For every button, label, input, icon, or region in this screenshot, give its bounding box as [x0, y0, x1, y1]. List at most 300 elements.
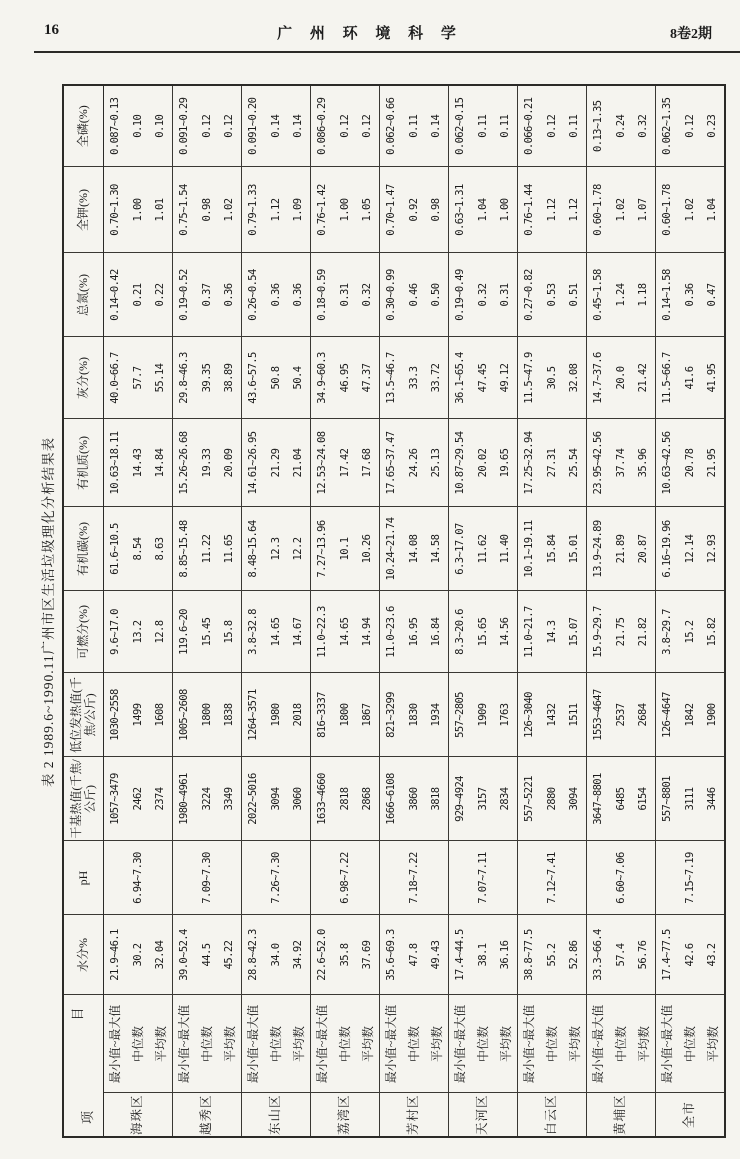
value-cell: 15.26~26.68 — [172, 419, 195, 507]
stat-label-cell: 平均数 — [701, 995, 725, 1093]
value-cell: 2868 — [356, 757, 379, 841]
value-cell: 2880 — [540, 757, 563, 841]
value-cell: 38.1 — [471, 915, 494, 995]
value-cell: 21.75 — [609, 591, 632, 673]
value-cell: 21.82 — [632, 591, 655, 673]
value-cell: 0.30~0.99 — [379, 253, 402, 337]
value-cell: 821~3299 — [379, 673, 402, 757]
value-cell: 1.02 — [678, 167, 701, 253]
value-cell: 16.84 — [425, 591, 448, 673]
value-cell: 1.07 — [632, 167, 655, 253]
value-cell: 11.0~21.7 — [517, 591, 540, 673]
value-cell: 1.12 — [540, 167, 563, 253]
stat-label-cell: 中位数 — [540, 995, 563, 1093]
value-cell: 1.12 — [264, 167, 287, 253]
value-cell: 14.56 — [494, 591, 517, 673]
value-cell: 1511 — [563, 673, 586, 757]
column-header: pH — [63, 841, 103, 915]
value-cell: 1.05 — [356, 167, 379, 253]
value-cell: 12.2 — [287, 507, 310, 591]
value-cell: 0.79~1.33 — [241, 167, 264, 253]
value-cell: 21.42 — [632, 337, 655, 419]
value-cell: 2018 — [287, 673, 310, 757]
value-cell: 0.24 — [609, 85, 632, 167]
analysis-table — [62, 84, 726, 1138]
stat-label-cell: 最小值~最大值 — [103, 995, 126, 1093]
ph-cell: 7.18~7.22 — [379, 841, 448, 915]
stat-label-cell: 中位数 — [471, 995, 494, 1093]
value-cell: 0.091~0.29 — [172, 85, 195, 167]
value-cell: 0.10 — [126, 85, 149, 167]
value-cell: 2462 — [126, 757, 149, 841]
value-cell: 32.08 — [563, 337, 586, 419]
value-cell: 11.5~66.7 — [655, 337, 678, 419]
value-cell: 0.062~0.15 — [448, 85, 471, 167]
value-cell: 1980~4961 — [172, 757, 195, 841]
value-cell: 39.35 — [195, 337, 218, 419]
value-cell: 0.46 — [402, 253, 425, 337]
value-cell: 1909 — [471, 673, 494, 757]
stat-label-cell: 平均数 — [356, 995, 379, 1093]
table-row — [172, 85, 195, 1137]
column-header: 总氮(%) — [63, 253, 103, 337]
value-cell: 1.00 — [333, 167, 356, 253]
value-cell: 35.6~69.3 — [379, 915, 402, 995]
value-cell: 15.2 — [678, 591, 701, 673]
value-cell: 929~4924 — [448, 757, 471, 841]
value-cell: 41.95 — [701, 337, 725, 419]
district-cell: 天河区 — [448, 1093, 517, 1137]
column-header: 水分% — [63, 915, 103, 995]
value-cell: 50.4 — [287, 337, 310, 419]
value-cell: 12.93 — [701, 507, 725, 591]
value-cell: 12.53~24.08 — [310, 419, 333, 507]
value-cell: 0.76~1.42 — [310, 167, 333, 253]
value-cell: 14.65 — [333, 591, 356, 673]
value-cell: 0.31 — [494, 253, 517, 337]
ph-cell: 7.07~7.11 — [448, 841, 517, 915]
stat-label-cell: 中位数 — [264, 995, 287, 1093]
value-cell: 3157 — [471, 757, 494, 841]
table-row — [471, 85, 494, 1137]
value-cell: 61.6~10.5 — [103, 507, 126, 591]
stat-label-cell: 平均数 — [149, 995, 172, 1093]
issue-label: 8卷2期 — [670, 27, 712, 42]
value-cell: 14.7~37.6 — [586, 337, 609, 419]
value-cell: 14.67 — [287, 591, 310, 673]
value-cell: 15.65 — [471, 591, 494, 673]
value-cell: 17.4~44.5 — [448, 915, 471, 995]
value-cell: 24.26 — [402, 419, 425, 507]
value-cell: 6.3~17.07 — [448, 507, 471, 591]
value-cell: 25.54 — [563, 419, 586, 507]
value-cell: 0.11 — [402, 85, 425, 167]
value-cell: 44.5 — [195, 915, 218, 995]
value-cell: 36.1~65.4 — [448, 337, 471, 419]
value-cell: 0.21 — [126, 253, 149, 337]
column-header: 低位发热值(千焦/公斤) — [63, 673, 103, 757]
value-cell: 0.14 — [264, 85, 287, 167]
value-cell: 14.65 — [264, 591, 287, 673]
value-cell: 0.45~1.58 — [586, 253, 609, 337]
value-cell: 0.19~0.52 — [172, 253, 195, 337]
value-cell: 11.22 — [195, 507, 218, 591]
value-cell: 34.0 — [264, 915, 287, 995]
value-cell: 1.00 — [126, 167, 149, 253]
value-cell: 1800 — [333, 673, 356, 757]
stat-label-cell: 中位数 — [678, 995, 701, 1093]
table-row — [655, 85, 678, 1137]
table-row — [701, 85, 725, 1137]
value-cell: 14.84 — [149, 419, 172, 507]
value-cell: 47.37 — [356, 337, 379, 419]
value-cell: 0.14 — [287, 85, 310, 167]
value-cell: 1666~6108 — [379, 757, 402, 841]
value-cell: 13.9~24.89 — [586, 507, 609, 591]
value-cell: 1499 — [126, 673, 149, 757]
value-cell: 2818 — [333, 757, 356, 841]
table-title: 表 2 1989.6~1990.11广州市区生活垃圾理化分析结果表 — [41, 436, 56, 788]
value-cell: 1633~4660 — [310, 757, 333, 841]
value-cell: 17.25~32.94 — [517, 419, 540, 507]
value-cell: 8.85~15.48 — [172, 507, 195, 591]
value-cell: 10.26 — [356, 507, 379, 591]
value-cell: 3094 — [563, 757, 586, 841]
value-cell: 0.53 — [540, 253, 563, 337]
value-cell: 2834 — [494, 757, 517, 841]
stat-label-cell: 中位数 — [333, 995, 356, 1093]
district-cell: 芳村区 — [379, 1093, 448, 1137]
value-cell: 12.3 — [264, 507, 287, 591]
table-row — [517, 85, 540, 1137]
value-cell: 0.12 — [678, 85, 701, 167]
table-row — [586, 85, 609, 1137]
district-cell: 海珠区 — [103, 1093, 172, 1137]
table-row — [103, 85, 126, 1137]
value-cell: 11.40 — [494, 507, 517, 591]
value-cell: 0.12 — [218, 85, 241, 167]
value-cell: 8.48~15.64 — [241, 507, 264, 591]
value-cell: 12.8 — [149, 591, 172, 673]
value-cell: 1.18 — [632, 253, 655, 337]
value-cell: 20.87 — [632, 507, 655, 591]
value-cell: 39.0~52.4 — [172, 915, 195, 995]
value-cell: 21.29 — [264, 419, 287, 507]
value-cell: 33.3~66.4 — [586, 915, 609, 995]
value-cell: 35.96 — [632, 419, 655, 507]
value-cell: 50.8 — [264, 337, 287, 419]
value-cell: 0.76~1.44 — [517, 167, 540, 253]
value-cell: 119.6~20 — [172, 591, 195, 673]
stat-label-cell: 中位数 — [609, 995, 632, 1093]
value-cell: 1980 — [264, 673, 287, 757]
table-row — [287, 85, 310, 1137]
value-cell: 0.10 — [149, 85, 172, 167]
value-cell: 15.01 — [563, 507, 586, 591]
value-cell: 15.9~29.7 — [586, 591, 609, 673]
value-cell: 0.26~0.54 — [241, 253, 264, 337]
value-cell: 49.12 — [494, 337, 517, 419]
value-cell: 20.0 — [609, 337, 632, 419]
value-cell: 0.98 — [195, 167, 218, 253]
value-cell: 1432 — [540, 673, 563, 757]
value-cell: 3860 — [402, 757, 425, 841]
value-cell: 3.8~32.8 — [241, 591, 264, 673]
value-cell: 3094 — [264, 757, 287, 841]
value-cell: 2022~5016 — [241, 757, 264, 841]
table-row — [540, 85, 563, 1137]
value-cell: 15.84 — [540, 507, 563, 591]
value-cell: 11.5~47.9 — [517, 337, 540, 419]
stat-label-cell: 平均数 — [563, 995, 586, 1093]
value-cell: 1.04 — [701, 167, 725, 253]
column-header: 有机质(%) — [63, 419, 103, 507]
value-cell: 15.82 — [701, 591, 725, 673]
table-row — [218, 85, 241, 1137]
corner-word-item: 项 — [80, 1110, 96, 1124]
value-cell: 19.33 — [195, 419, 218, 507]
table-row — [195, 85, 218, 1137]
header-row — [63, 85, 103, 1137]
value-cell: 126~3040 — [517, 673, 540, 757]
value-cell: 14.94 — [356, 591, 379, 673]
value-cell: 0.32 — [632, 85, 655, 167]
value-cell: 0.14~1.58 — [655, 253, 678, 337]
value-cell: 20.02 — [471, 419, 494, 507]
value-cell: 21.9~46.1 — [103, 915, 126, 995]
value-cell: 16.95 — [402, 591, 425, 673]
value-cell: 1800 — [195, 673, 218, 757]
value-cell: 0.13~1.35 — [586, 85, 609, 167]
ph-cell: 6.60~7.06 — [586, 841, 655, 915]
value-cell: 816~3337 — [310, 673, 333, 757]
value-cell: 1934 — [425, 673, 448, 757]
stat-label-cell: 中位数 — [126, 995, 149, 1093]
value-cell: 49.43 — [425, 915, 448, 995]
value-cell: 14.61~26.95 — [241, 419, 264, 507]
value-cell: 10.87~29.54 — [448, 419, 471, 507]
stat-label-cell: 平均数 — [218, 995, 241, 1093]
value-cell: 37.74 — [609, 419, 632, 507]
value-cell: 20.78 — [678, 419, 701, 507]
value-cell: 0.32 — [356, 253, 379, 337]
table-row — [333, 85, 356, 1137]
value-cell: 42.6 — [678, 915, 701, 995]
value-cell: 21.04 — [287, 419, 310, 507]
district-cell: 白云区 — [517, 1093, 586, 1137]
value-cell: 43.6~57.5 — [241, 337, 264, 419]
table-row — [310, 85, 333, 1137]
value-cell: 6154 — [632, 757, 655, 841]
value-cell: 0.062~1.35 — [655, 85, 678, 167]
value-cell: 0.11 — [494, 85, 517, 167]
value-cell: 0.066~0.21 — [517, 85, 540, 167]
corner-header — [63, 995, 103, 1137]
value-cell: 34.9~60.3 — [310, 337, 333, 419]
value-cell: 57.4 — [609, 915, 632, 995]
stat-label-cell: 平均数 — [287, 995, 310, 1093]
value-cell: 0.47 — [701, 253, 725, 337]
value-cell: 3349 — [218, 757, 241, 841]
value-cell: 1030~2558 — [103, 673, 126, 757]
column-header: 可燃分(%) — [63, 591, 103, 673]
table-row — [494, 85, 517, 1137]
value-cell: 1005~2608 — [172, 673, 195, 757]
value-cell: 47.8 — [402, 915, 425, 995]
value-cell: 3647~8801 — [586, 757, 609, 841]
value-cell: 0.087~0.13 — [103, 85, 126, 167]
value-cell: 3060 — [287, 757, 310, 841]
stat-label-cell: 最小值~最大值 — [586, 995, 609, 1093]
value-cell: 20.09 — [218, 419, 241, 507]
value-cell: 1842 — [678, 673, 701, 757]
value-cell: 3.8~29.7 — [655, 591, 678, 673]
district-cell: 黄埔区 — [586, 1093, 655, 1137]
value-cell: 0.92 — [402, 167, 425, 253]
value-cell: 0.70~1.30 — [103, 167, 126, 253]
value-cell: 27.31 — [540, 419, 563, 507]
table-row — [356, 85, 379, 1137]
value-cell: 1867 — [356, 673, 379, 757]
value-cell: 57.7 — [126, 337, 149, 419]
value-cell: 29.8~46.3 — [172, 337, 195, 419]
value-cell: 0.12 — [333, 85, 356, 167]
table-row — [632, 85, 655, 1137]
rotated-table-area — [38, 86, 730, 1138]
value-cell: 2374 — [149, 757, 172, 841]
ph-cell: 7.09~7.30 — [172, 841, 241, 915]
value-cell: 0.18~0.59 — [310, 253, 333, 337]
value-cell: 10.63~42.56 — [655, 419, 678, 507]
value-cell: 0.70~1.47 — [379, 167, 402, 253]
table-row — [448, 85, 471, 1137]
value-cell: 0.60~1.78 — [586, 167, 609, 253]
value-cell: 15.8 — [218, 591, 241, 673]
value-cell: 0.12 — [195, 85, 218, 167]
value-cell: 1.02 — [218, 167, 241, 253]
stat-label-cell: 最小值~最大值 — [655, 995, 678, 1093]
value-cell: 14.08 — [402, 507, 425, 591]
value-cell: 3446 — [701, 757, 725, 841]
value-cell: 6485 — [609, 757, 632, 841]
column-header: 全钾(%) — [63, 167, 103, 253]
value-cell: 0.36 — [218, 253, 241, 337]
value-cell: 45.22 — [218, 915, 241, 995]
value-cell: 0.32 — [471, 253, 494, 337]
district-cell: 全市 — [655, 1093, 725, 1137]
stat-label-cell: 最小值~最大值 — [241, 995, 264, 1093]
value-cell: 46.95 — [333, 337, 356, 419]
value-cell: 28.8~42.3 — [241, 915, 264, 995]
value-cell: 2537 — [609, 673, 632, 757]
value-cell: 55.14 — [149, 337, 172, 419]
value-cell: 17.4~77.5 — [655, 915, 678, 995]
value-cell: 43.2 — [701, 915, 725, 995]
value-cell: 1264~3571 — [241, 673, 264, 757]
value-cell: 25.13 — [425, 419, 448, 507]
table-row — [678, 85, 701, 1137]
stat-label-cell: 最小值~最大值 — [448, 995, 471, 1093]
value-cell: 11.65 — [218, 507, 241, 591]
table-row — [425, 85, 448, 1137]
value-cell: 47.45 — [471, 337, 494, 419]
value-cell: 1608 — [149, 673, 172, 757]
value-cell: 0.36 — [678, 253, 701, 337]
column-header: 灰分(%) — [63, 337, 103, 419]
value-cell: 19.65 — [494, 419, 517, 507]
table-row — [241, 85, 264, 1137]
value-cell: 1.00 — [494, 167, 517, 253]
ph-cell: 6.98~7.22 — [310, 841, 379, 915]
value-cell: 1.12 — [563, 167, 586, 253]
value-cell: 32.04 — [149, 915, 172, 995]
value-cell: 14.43 — [126, 419, 149, 507]
stat-label-cell: 最小值~最大值 — [310, 995, 333, 1093]
value-cell: 12.14 — [678, 507, 701, 591]
value-cell: 23.95~42.56 — [586, 419, 609, 507]
value-cell: 557~5221 — [517, 757, 540, 841]
value-cell: 10.1 — [333, 507, 356, 591]
value-cell: 41.6 — [678, 337, 701, 419]
value-cell: 15.45 — [195, 591, 218, 673]
value-cell: 0.11 — [471, 85, 494, 167]
value-cell: 11.0~22.3 — [310, 591, 333, 673]
value-cell: 0.98 — [425, 167, 448, 253]
value-cell: 14.3 — [540, 591, 563, 673]
value-cell: 557~2805 — [448, 673, 471, 757]
value-cell: 3111 — [678, 757, 701, 841]
value-cell: 8.3~20.6 — [448, 591, 471, 673]
value-cell: 17.42 — [333, 419, 356, 507]
value-cell: 3818 — [425, 757, 448, 841]
district-cell: 荔湾区 — [310, 1093, 379, 1137]
stat-label-cell: 平均数 — [494, 995, 517, 1093]
value-cell: 22.6~52.0 — [310, 915, 333, 995]
ph-cell: 7.15~7.19 — [655, 841, 725, 915]
value-cell: 0.63~1.31 — [448, 167, 471, 253]
value-cell: 30.2 — [126, 915, 149, 995]
value-cell: 21.95 — [701, 419, 725, 507]
header-rule — [34, 51, 740, 53]
value-cell: 40.0~66.7 — [103, 337, 126, 419]
value-cell: 38.8~77.5 — [517, 915, 540, 995]
journal-title: 广 州 环 境 科 学 — [277, 26, 463, 42]
stat-label-cell: 中位数 — [195, 995, 218, 1093]
value-cell: 0.27~0.82 — [517, 253, 540, 337]
stat-label-cell: 平均数 — [425, 995, 448, 1093]
value-cell: 52.86 — [563, 915, 586, 995]
table-row — [609, 85, 632, 1137]
value-cell: 557~8801 — [655, 757, 678, 841]
corner-word-col: 目 — [70, 1007, 86, 1021]
stat-label-cell: 中位数 — [402, 995, 425, 1093]
value-cell: 0.14 — [425, 85, 448, 167]
value-cell: 10.24~21.74 — [379, 507, 402, 591]
column-header: 干基热值(千焦/公斤) — [63, 757, 103, 841]
value-cell: 9.6~17.0 — [103, 591, 126, 673]
value-cell: 17.65~37.47 — [379, 419, 402, 507]
value-cell: 0.31 — [333, 253, 356, 337]
value-cell: 7.27~13.96 — [310, 507, 333, 591]
value-cell: 0.37 — [195, 253, 218, 337]
value-cell: 1.24 — [609, 253, 632, 337]
value-cell: 0.12 — [356, 85, 379, 167]
value-cell: 0.19~0.49 — [448, 253, 471, 337]
value-cell: 1830 — [402, 673, 425, 757]
ph-cell: 7.12~7.41 — [517, 841, 586, 915]
value-cell: 8.63 — [149, 507, 172, 591]
value-cell: 33.72 — [425, 337, 448, 419]
